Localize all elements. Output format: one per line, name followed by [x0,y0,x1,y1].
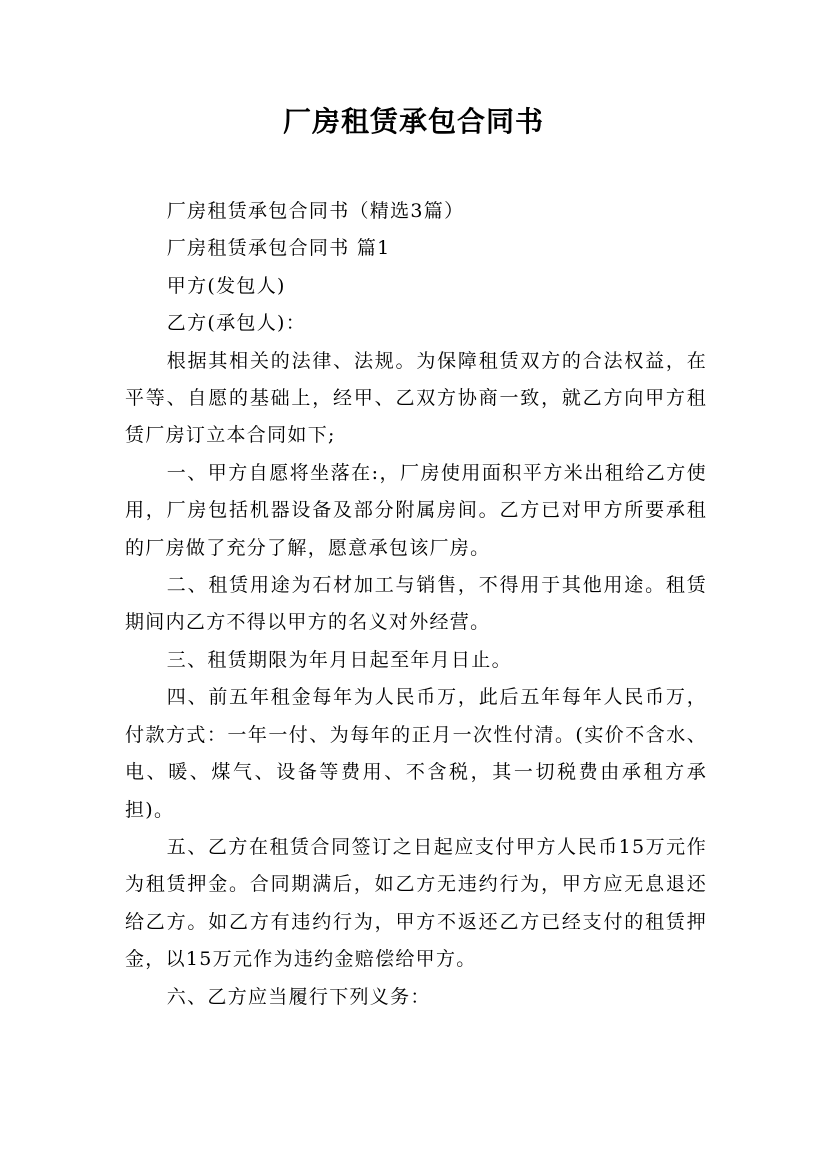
paragraph-clause-3: 三、租赁期限为年月日起至年月日止。 [166,648,512,671]
paragraph-clause-1: 一、甲方自愿将坐落在:，厂房使用面积平方米出租给乙方使用，厂房包括机器设备及部分附属房间。乙方已对甲方所要承租的厂房做了充分了解，愿意承包该厂房。 [125,461,707,559]
paragraph-preamble: 根据其相关的法律、法规。为保障租赁双方的合法权益，在平等、自愿的基础上，经甲、乙双方协商一致，就乙方向甲方租赁厂房订立本合同如下; [125,349,707,447]
document-title: 厂房租赁承包合同书 [282,105,544,138]
paragraph-clause-5: 五、乙方在租赁合同签订之日起应支付甲方人民币15万元作为租赁押金。合同期满后，如乙方无违约行为，甲方应无息退还给乙方。如乙方有违约行为，甲方不返还乙方已经支付的租赁押金，以15万元作为违约金赔偿给甲方。 [125,835,707,971]
paragraph-party-b: 乙方(承包人)： [166,312,307,335]
document-body [125,193,707,1016]
paragraph-party-a: 甲方(发包人) [166,274,286,297]
paragraph-section-heading: 厂房租赁承包合同书 篇1 [166,237,391,260]
paragraph-clause-2: 二、租赁用途为石材加工与销售，不得用于其他用途。租赁期间内乙方不得以甲方的名义对外经营。 [125,574,707,634]
paragraph-clause-6: 六、乙方应当履行下列义务： [166,985,431,1008]
paragraph-clause-4: 四、前五年租金每年为人民币万，此后五年每年人民币万，付款方式：一年一付、为每年的正月一次性付清。(实价不含水、电、暖、煤气、设备等费用、不含税，其一切税费由承租方承担)。 [125,686,707,821]
paragraph-collection-title: 厂房租赁承包合同书（精选3篇） [166,200,465,222]
